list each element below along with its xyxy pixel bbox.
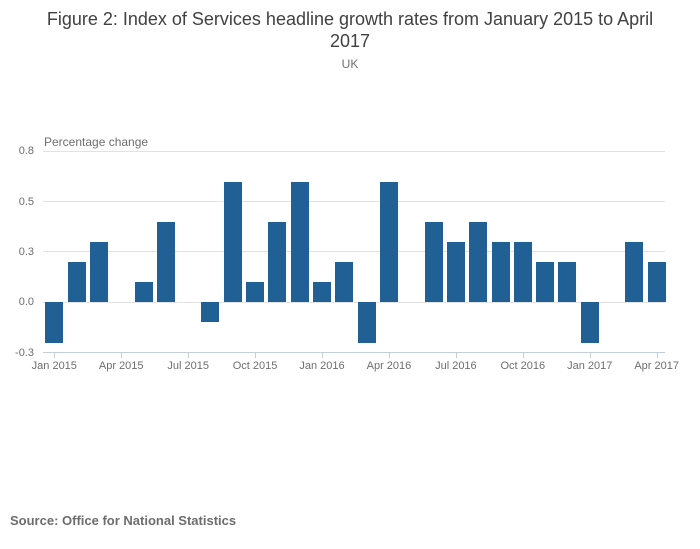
x-tick-mark bbox=[54, 353, 55, 358]
bar[interactable] bbox=[648, 262, 666, 302]
y-tick-label: 0.8 bbox=[18, 145, 34, 158]
bar[interactable] bbox=[380, 182, 398, 303]
x-tick-mark bbox=[188, 353, 189, 358]
x-tick-label: Oct 2016 bbox=[500, 360, 546, 372]
bar[interactable] bbox=[558, 262, 576, 302]
x-tick-mark bbox=[121, 353, 122, 358]
x-tick-label: Apr 2017 bbox=[634, 360, 679, 372]
bar[interactable] bbox=[335, 262, 353, 302]
y-gridline bbox=[43, 201, 665, 202]
x-tick-label: Jan 2015 bbox=[31, 360, 77, 372]
source-note: Source: Office for National Statistics bbox=[10, 513, 237, 528]
x-tick-label: Jul 2016 bbox=[435, 360, 477, 372]
x-axis-line bbox=[43, 352, 665, 353]
chart-subtitle: UK bbox=[341, 57, 359, 71]
x-tick-mark bbox=[590, 353, 591, 358]
y-tick-label: -0.3 bbox=[15, 346, 34, 359]
chart-title: Figure 2: Index of Services headline growth rates from January 2015 to April 2017 bbox=[46, 9, 654, 51]
y-gridline bbox=[43, 251, 665, 252]
bar[interactable] bbox=[224, 182, 242, 303]
x-tick-mark bbox=[255, 353, 256, 358]
bar[interactable] bbox=[68, 262, 86, 302]
bar[interactable] bbox=[536, 262, 554, 302]
x-tick-mark bbox=[523, 353, 524, 358]
bar[interactable] bbox=[492, 242, 510, 302]
y-tick-label: 0.0 bbox=[18, 296, 34, 309]
x-tick-mark bbox=[657, 353, 658, 358]
y-axis-title: Percentage change bbox=[44, 135, 149, 149]
x-tick-mark bbox=[389, 353, 390, 358]
x-tick-label: Oct 2015 bbox=[232, 360, 278, 372]
bar[interactable] bbox=[90, 242, 108, 302]
x-tick-label: Apr 2016 bbox=[366, 360, 412, 372]
bar[interactable] bbox=[625, 242, 643, 302]
bar[interactable] bbox=[246, 282, 264, 302]
x-tick-label: Jan 2017 bbox=[567, 360, 613, 372]
bar[interactable] bbox=[157, 222, 175, 303]
bar[interactable] bbox=[581, 302, 599, 342]
x-tick-mark bbox=[322, 353, 323, 358]
bar[interactable] bbox=[447, 242, 465, 302]
bar[interactable] bbox=[201, 302, 219, 322]
bar[interactable] bbox=[469, 222, 487, 303]
bar[interactable] bbox=[313, 282, 331, 302]
x-tick-label: Jul 2015 bbox=[167, 360, 209, 372]
bar[interactable] bbox=[45, 302, 63, 342]
x-tick-label: Apr 2015 bbox=[98, 360, 144, 372]
bar[interactable] bbox=[425, 222, 443, 303]
bar[interactable] bbox=[358, 302, 376, 342]
bar[interactable] bbox=[135, 282, 153, 302]
x-tick-mark bbox=[456, 353, 457, 358]
bar[interactable] bbox=[291, 182, 309, 303]
y-tick-label: 0.3 bbox=[18, 245, 34, 258]
bar[interactable] bbox=[514, 242, 532, 302]
y-tick-label: 0.5 bbox=[18, 195, 34, 208]
bar[interactable] bbox=[268, 222, 286, 303]
x-tick-label: Jan 2016 bbox=[299, 360, 345, 372]
y-gridline bbox=[43, 151, 665, 152]
